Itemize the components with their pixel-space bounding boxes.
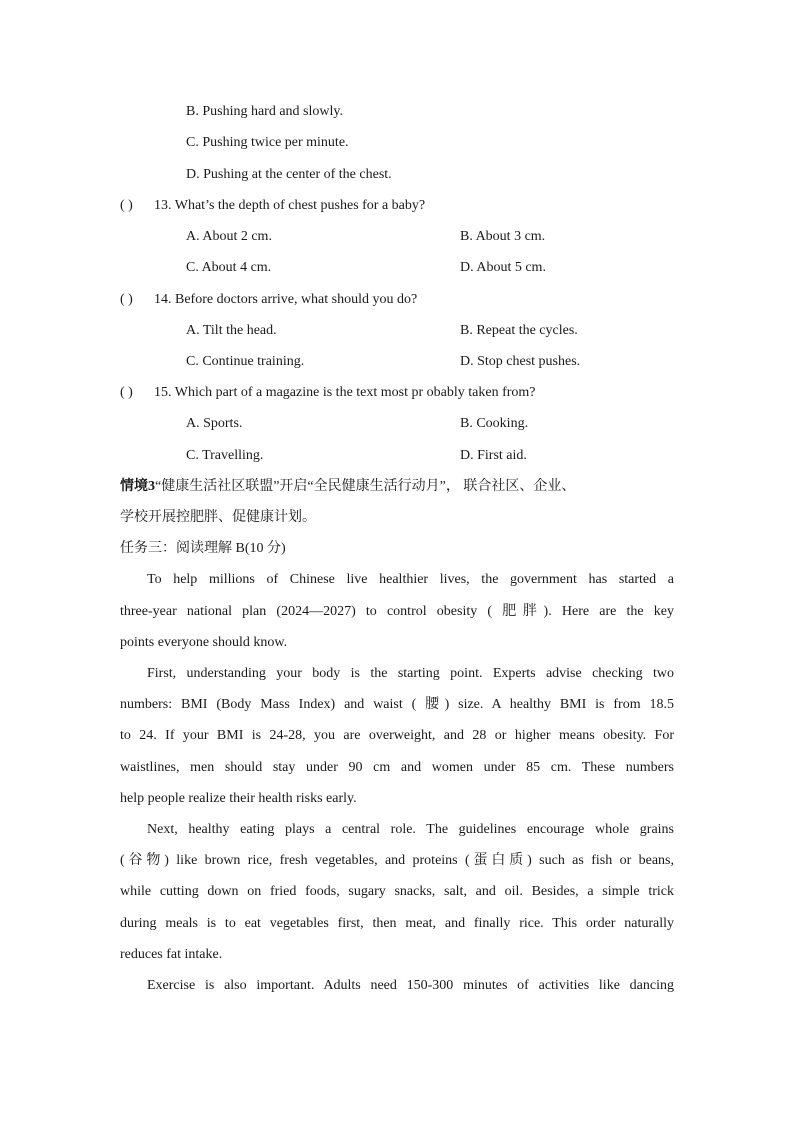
question-stem: 13. What’s the depth of chest pushes for a baby? — [154, 198, 426, 213]
q14-option-b: B. Repeat the cycles. — [460, 323, 578, 338]
passage-line: during meals is to eat vegetables first, then meat, and finally rice. This order naturally — [120, 916, 674, 931]
q13-option-d: D. About 5 cm. — [460, 260, 546, 275]
q14-option-c: C. Continue training. — [186, 354, 305, 369]
answer-blank: ( ) — [120, 385, 133, 400]
passage-line: while cutting down on fried foods, sugary snacks, salt, and oil. Besides, a simple trick — [120, 884, 674, 899]
scenario-label: 情境3 — [120, 479, 155, 494]
q13-option-a: A. About 2 cm. — [186, 229, 272, 244]
passage-line: reduces fat intake. — [120, 947, 223, 962]
passage-line: Exercise is also important. Adults need 150-300 minutes of activities like dancing — [147, 978, 674, 993]
question-14 — [120, 291, 417, 309]
passage-line: First, understanding your body is the starting point. Experts advise checking two — [147, 666, 674, 681]
q15-option-b: B. Cooking. — [460, 416, 529, 431]
scenario-text: “健康生活社区联盟”开启“全民健康生活行动月”， 联合社区、企业、 — [155, 479, 576, 494]
question-13 — [120, 197, 425, 215]
q13-option-b: B. About 3 cm. — [460, 229, 546, 244]
question-stem: 15. Which part of a magazine is the text most pr obably taken from? — [154, 385, 536, 400]
passage-line: help people realize their health risks early. — [120, 791, 357, 806]
scenario-heading-line-1 — [120, 478, 575, 496]
passage-line: (谷物) like brown rice, fresh vegetables, and proteins (蛋白质) such as fish or beans, — [120, 853, 674, 868]
q12-option-c: C. Pushing twice per minute. — [186, 135, 349, 150]
passage-line: numbers: BMI (Body Mass Index) and waist ( 腰) size. A healthy BMI is from 18.5 — [120, 697, 674, 712]
q14-option-d: D. Stop chest pushes. — [460, 354, 581, 369]
q13-option-c: C. About 4 cm. — [186, 260, 272, 275]
passage-line: To help millions of Chinese live healthier lives, the government has started a — [147, 572, 674, 587]
scenario-heading-line-2: 学校开展控肥胖、促健康计划。 — [120, 510, 316, 525]
question-15 — [120, 384, 536, 402]
q15-option-c: C. Travelling. — [186, 448, 264, 463]
passage-line: waistlines, men should stay under 90 cm and women under 85 cm. These numbers — [120, 760, 674, 775]
q15-option-a: A. Sports. — [186, 416, 243, 431]
q12-option-b: B. Pushing hard and slowly. — [186, 104, 343, 119]
question-stem: 14. Before doctors arrive, what should you do? — [154, 292, 418, 307]
passage-line: Next, healthy eating plays a central role. The guidelines encourage whole grains — [147, 822, 674, 837]
task-title: 任务三：阅读理解 B(10 分) — [120, 541, 286, 556]
passage-line: to 24. If your BMI is 24-28, you are overweight, and 28 or higher means obesity. For — [120, 728, 674, 743]
q14-option-a: A. Tilt the head. — [186, 323, 277, 338]
passage-line: points everyone should know. — [120, 635, 288, 650]
answer-blank: ( ) — [120, 198, 133, 213]
q12-option-d: D. Pushing at the center of the chest. — [186, 167, 392, 182]
q15-option-d: D. First aid. — [460, 448, 527, 463]
answer-blank: ( ) — [120, 292, 133, 307]
passage-line: three-year national plan (2024—2027) to control obesity ( 肥胖). Here are the key — [120, 604, 674, 619]
